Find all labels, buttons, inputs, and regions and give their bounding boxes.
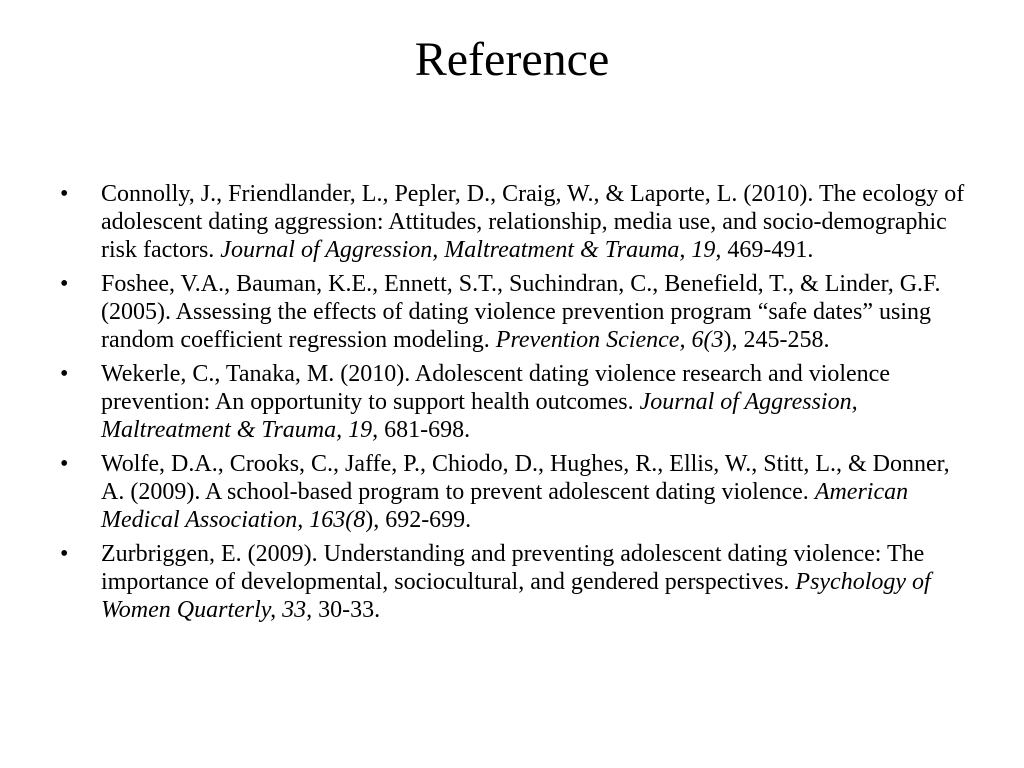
reference-source: American Medical Association, 163(8 (101, 479, 909, 533)
reference-source-tail: ) (365, 507, 374, 533)
bullet-icon: • (60, 181, 69, 207)
page-title: Reference (414, 33, 610, 86)
reference-pages: 30-33. (312, 597, 381, 623)
reference-text: Connolly, J., Friendlander, L., Pepler, D., Craig, W., & Laporte, L. (2010). The ecology of adolescent dating aggression: Attitudes, relationship, media use, and socio-demographic risk factors. (101, 181, 965, 263)
reference-source-tail: ) (723, 327, 732, 353)
reference-text: Wolfe, D.A., Crooks, C., Jaffe, P., Chiodo, D., Hughes, R., Ellis, W., Stitt, L., & Donner, A. (2009). A school-based program to prevent adolescent dating violence. (101, 451, 950, 505)
bullet-icon: • (60, 541, 69, 567)
list-item (60, 180, 965, 264)
list-item (60, 450, 965, 534)
list-item (60, 540, 965, 624)
reference-source: Journal of Aggression, Maltreatment & Trauma, 19, (220, 237, 722, 263)
list-item (60, 360, 965, 444)
reference-source: Journal of Aggression, Maltreatment & Trauma, 19, (101, 389, 858, 443)
bullet-icon: • (60, 271, 69, 297)
reference-text: Foshee, V.A., Bauman, K.E., Ennett, S.T., Suchindran, C., Benefield, T., & Linder, G.F. (2005). Assessing the effects of dating violence prevention program “safe dates” using random coefficient regression modeling. (101, 271, 941, 353)
reference-pages: , 692-699. (373, 507, 472, 533)
bullet-icon: • (60, 451, 69, 477)
reference-source: Prevention Science, 6(3 (495, 327, 724, 353)
reference-pages: 681-698. (378, 417, 471, 443)
reference-pages: , 245-258. (731, 327, 830, 353)
reference-pages: 469-491. (721, 237, 814, 263)
reference-text: Wekerle, C., Tanaka, M. (2010). Adolescent dating violence research and violence prevention: An opportunity to support health outcomes. (101, 361, 890, 415)
bullet-icon: • (60, 361, 69, 387)
reference-source: Psychology of Women Quarterly, 33, (101, 569, 931, 623)
reference-text: Zurbriggen, E. (2009). Understanding and preventing adolescent dating violence: The importance of developmental, sociocultural, and gendered perspectives. (101, 541, 925, 595)
reference-list (60, 180, 965, 630)
list-item (60, 270, 965, 354)
